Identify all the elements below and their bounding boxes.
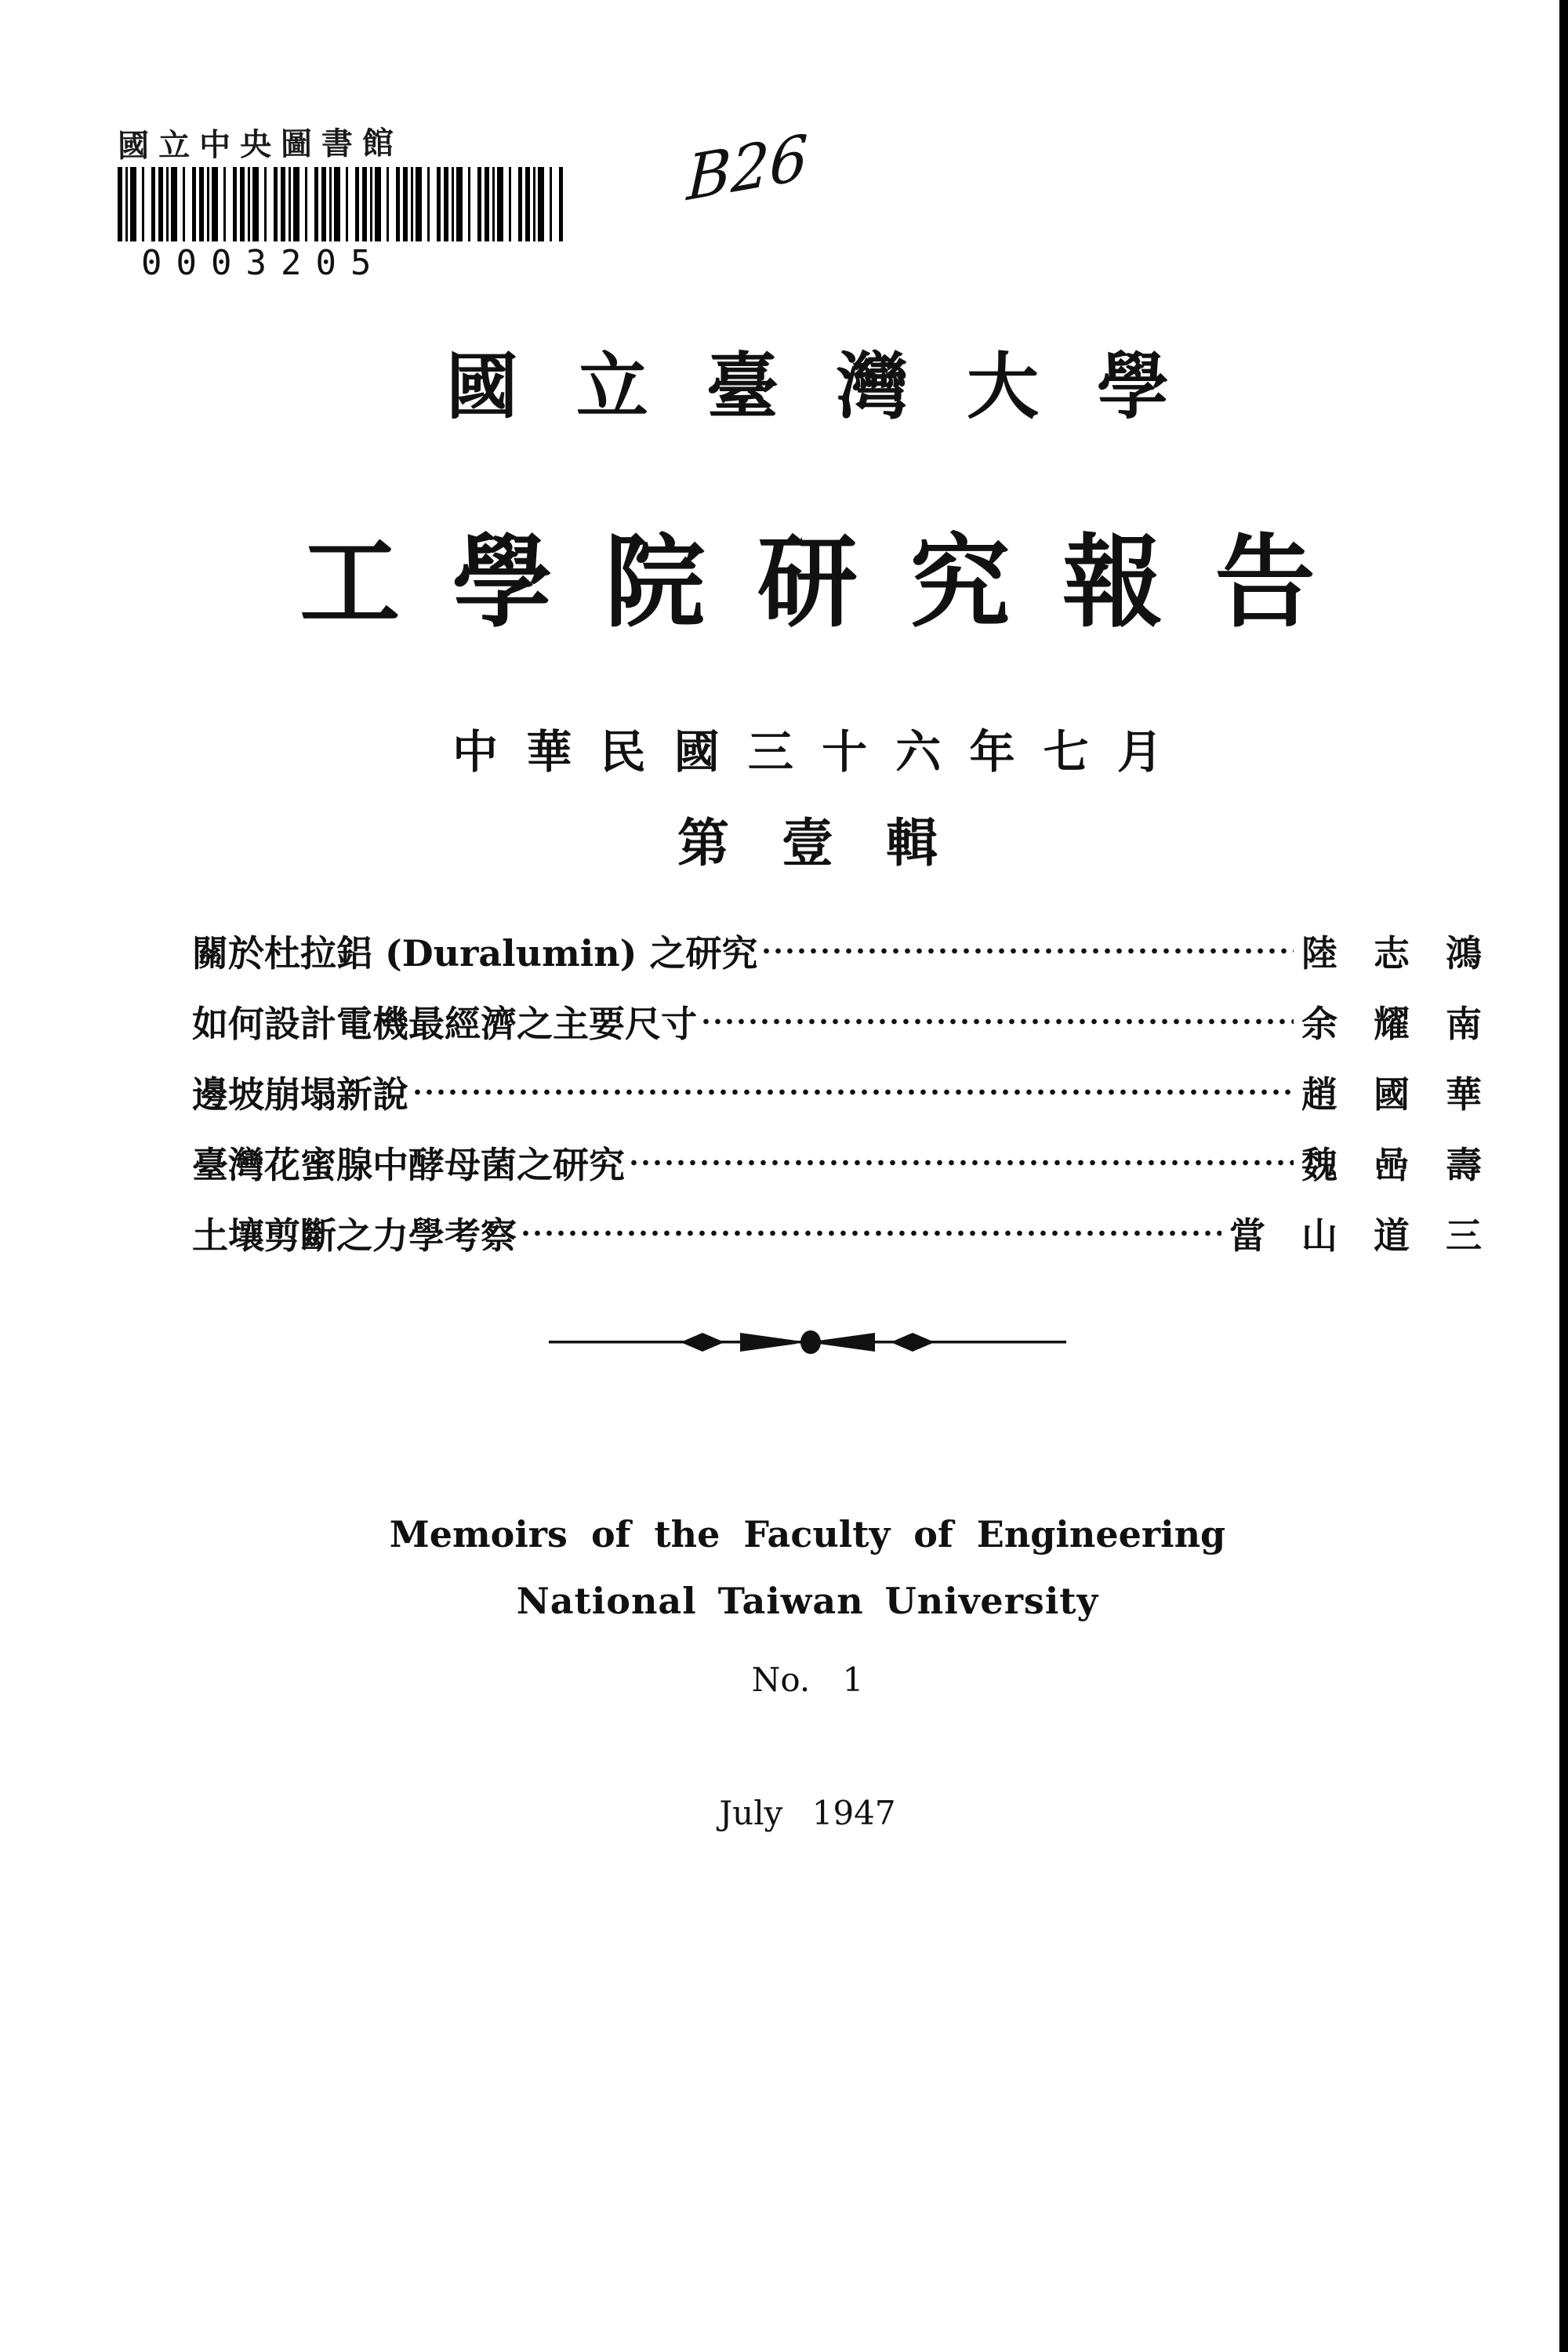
issue-number-zh: 第 壹 輯 bbox=[677, 812, 938, 873]
handwritten-annotation: B26 bbox=[685, 122, 809, 216]
toc-entry-author: 余 耀 南 bbox=[1301, 1003, 1482, 1045]
toc-entry bbox=[192, 916, 1482, 986]
english-issue-number bbox=[47, 1661, 1568, 1699]
toc-dotted-leader bbox=[520, 1215, 1221, 1251]
toc-entry bbox=[192, 1198, 1482, 1269]
divider-ornament-icon bbox=[549, 1325, 1066, 1359]
toc-entry-author: 趙 國 華 bbox=[1301, 1073, 1482, 1116]
english-title-line2: National Taiwan University bbox=[516, 1580, 1099, 1622]
publication-title-zh: 工 學 院 研 究 報 告 bbox=[299, 524, 1316, 641]
barcode bbox=[118, 167, 564, 241]
toc-entry-title: 臺灣花蜜腺中酵母菌之研究 bbox=[192, 1144, 625, 1186]
university-title-zh: 國 立 臺 灣 大 學 bbox=[445, 344, 1170, 429]
publication-date-zh: 中 華 民 國 三 十 六 年 七 月 bbox=[452, 725, 1163, 779]
english-publication-date: July 1947 bbox=[719, 1794, 896, 1832]
table-of-contents bbox=[192, 916, 1482, 1269]
ornamental-divider bbox=[47, 1325, 1568, 1363]
library-stamp-block bbox=[118, 118, 823, 283]
toc-entry bbox=[192, 986, 1482, 1057]
toc-entry-author: 魏 喦 壽 bbox=[1301, 1144, 1482, 1186]
toc-dotted-leader bbox=[700, 1004, 1294, 1040]
library-stamp-text: 國立中央圖書館 bbox=[117, 124, 404, 165]
toc-dotted-leader bbox=[412, 1074, 1294, 1110]
toc-entry-title: 土壤剪斷之力學考察 bbox=[192, 1214, 517, 1257]
toc-dotted-leader bbox=[628, 1145, 1294, 1181]
toc-dotted-leader bbox=[760, 933, 1294, 969]
toc-entry-title: 如何設計電機最經濟之主要尺寸 bbox=[192, 1003, 697, 1045]
issue-value: 1 bbox=[842, 1661, 864, 1699]
issue-label: No. bbox=[751, 1661, 811, 1699]
toc-entry bbox=[192, 1127, 1482, 1198]
toc-entry-author: 當 山 道 三 bbox=[1229, 1214, 1482, 1257]
toc-entry-title: 關於杜拉鋁 (Duralumin) 之研究 bbox=[192, 932, 758, 975]
toc-entry-author: 陸 志 鴻 bbox=[1301, 932, 1482, 975]
barcode-number: 0003205 bbox=[141, 243, 386, 283]
toc-entry-title: 邊坡崩塌新說 bbox=[192, 1073, 408, 1116]
english-title-line1: Memoirs of the Faculty of Engineering bbox=[389, 1513, 1226, 1555]
toc-entry bbox=[192, 1057, 1482, 1127]
